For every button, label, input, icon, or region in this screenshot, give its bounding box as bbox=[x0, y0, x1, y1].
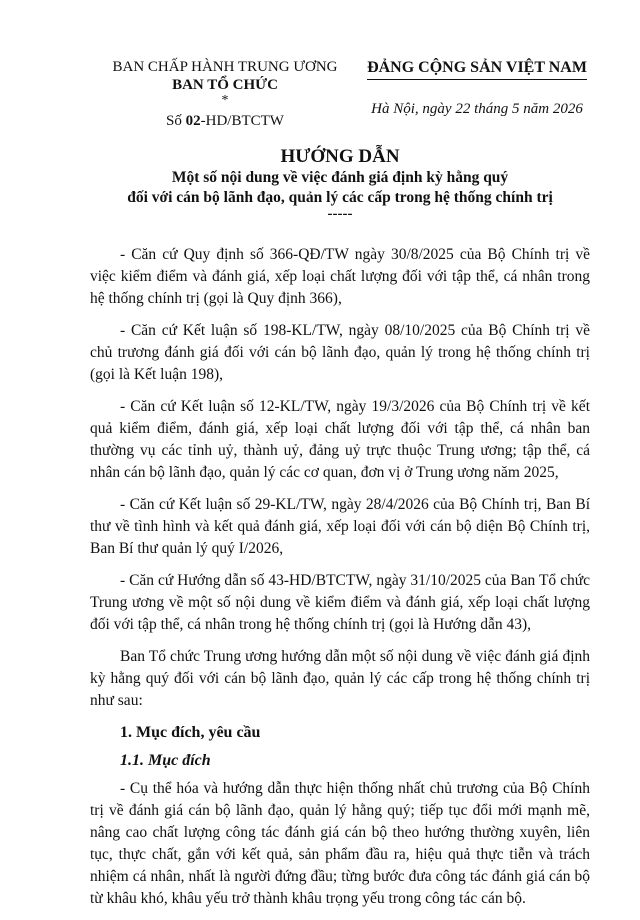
central-committee-name: BAN CHẤP HÀNH TRUNG ƯƠNG bbox=[112, 59, 338, 75]
document-subject-line-2: đối với cán bộ lãnh đạo, quản lý các cấp trong hệ thống chính trị bbox=[127, 189, 553, 206]
legal-basis-paragraph: - Căn cứ Kết luận số 198-KL/TW, ngày 08/10/2025 của Bộ Chính trị về chủ trương đánh giá đối với cán bộ lãnh đạo, quản lý trong hệ thống chính trị (gọi là Kết luận 198), bbox=[90, 322, 590, 383]
star-separator: * bbox=[221, 93, 229, 108]
legal-basis-paragraph: - Căn cứ Kết luận số 29-KL/TW, ngày 28/4/2026 của Bộ Chính trị, Ban Bí thư về tình hình và kết quả đánh giá, xếp loại đối với cán bộ diện Bộ Chính trị, Ban Bí thư quản lý quý I/2026, bbox=[90, 496, 590, 557]
document-subject-line-1: Một số nội dung về việc đánh giá định kỳ hằng quý bbox=[171, 169, 509, 186]
subsection-heading: 1.1. Mục đích bbox=[120, 752, 211, 769]
document-number-prefix: Số bbox=[166, 113, 186, 129]
section-heading: 1. Mục đích, yêu cầu bbox=[120, 724, 261, 741]
legal-basis-paragraph: - Căn cứ Quy định số 366-QĐ/TW ngày 30/8/2025 của Bộ Chính trị về việc kiểm điểm và đánh giá, xếp loại chất lượng đối với tập thể, cá nhân trong hệ thống chính trị (gọi là Quy định 366), bbox=[90, 246, 590, 307]
document-title-block bbox=[60, 146, 620, 220]
section-paragraph: - Cụ thể hóa và hướng dẫn thực hiện thống nhất chủ trương của Bộ Chính trị về đánh giá cán bộ lãnh đạo, quản lý hằng quý; tiếp tục đổi mới mạnh mẽ, nâng cao chất lượng công tác đánh giá cán bộ theo hướng thường xuyên, liên tục, thực chất, gắn với kết quả, sản phẩm đầu ra, hiệu quả thực tiễn và trách nhiệm cá nhân, nhất là người đứng đầu; từng bước đưa công tác đánh giá cán bộ từ khâu khó, khâu yếu trở thành khâu trọng yếu trong công tác cán bộ. bbox=[90, 780, 590, 907]
legal-basis-paragraph: - Căn cứ Hướng dẫn số 43-HD/BTCTW, ngày 31/10/2025 của Ban Tổ chức Trung ương về một số nội dung về kiểm điểm và đánh giá, xếp loại chất lượng đối với tập thể, cá nhân trong hệ thống chính trị (gọi là Hướng dẫn 43), bbox=[90, 572, 590, 633]
intro-paragraph: Ban Tổ chức Trung ương hướng dẫn một số nội dung về việc đánh giá định kỳ hằng quý đối với cán bộ lãnh đạo, quản lý các cấp trong hệ thống chính trị như sau: bbox=[90, 648, 590, 709]
issuing-authority-block bbox=[100, 58, 350, 130]
document-number bbox=[100, 112, 350, 130]
legal-basis-paragraph: - Căn cứ Kết luận số 12-KL/TW, ngày 19/3/2026 của Bộ Chính trị về kết quả kiểm điểm, đánh giá, xếp loại chất lượng đối với tập thể, cá nhân ban thường vụ các tỉnh uỷ, thành uỷ, đảng uỷ trực thuộc Trung ương; tập thể, cá nhân cán bộ lãnh đạo, quản lý các cơ quan, đơn vị ở Trung ương năm 2025, bbox=[90, 398, 590, 481]
title-divider: ----- bbox=[327, 206, 353, 222]
document-body bbox=[90, 244, 590, 920]
document-type-title: HƯỚNG DẪN bbox=[280, 146, 400, 167]
party-header-block bbox=[352, 58, 602, 118]
party-name: ĐẢNG CỘNG SẢN VIỆT NAM bbox=[367, 58, 587, 80]
document-number-suffix: -HD/BTCTW bbox=[200, 113, 284, 129]
document-number-code: 02 bbox=[185, 113, 201, 129]
organization-board-name: BAN TỔ CHỨC bbox=[172, 77, 278, 93]
issue-date: Hà Nội, ngày 22 tháng 5 năm 2026 bbox=[371, 101, 583, 117]
